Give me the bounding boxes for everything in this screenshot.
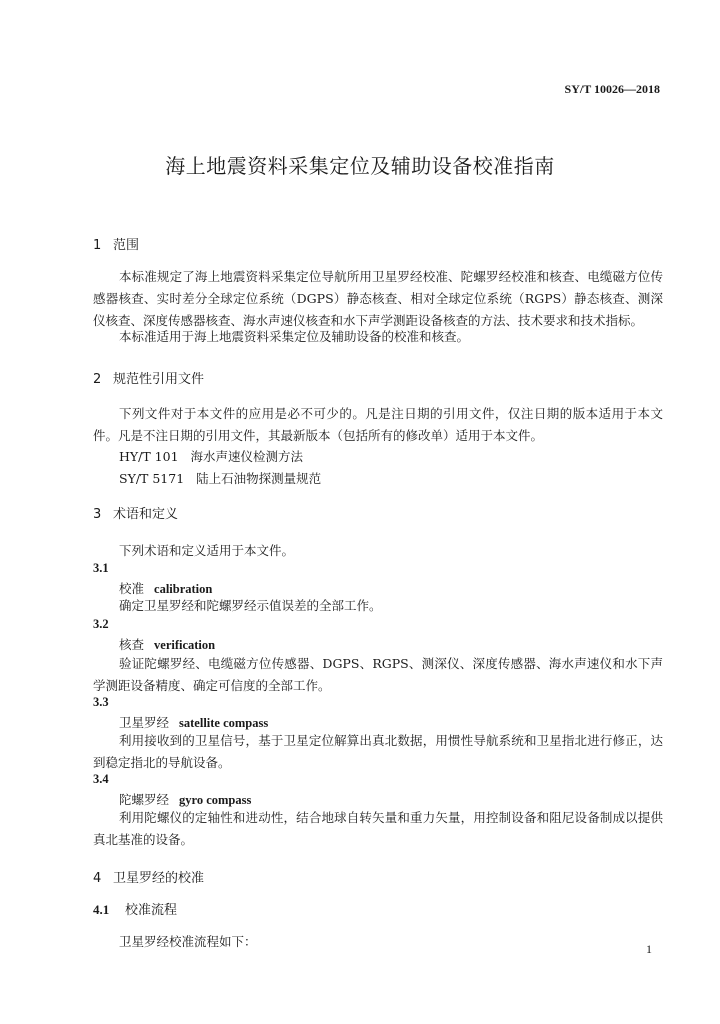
section-1-heading [93, 234, 139, 253]
subsection-title: 校准流程 [125, 903, 178, 918]
term-definition: 验证陀螺罗经、电缆磁方位传感器、DGPS、RGPS、测深仪、深度传感器、海水声速仪和水下声学测距设备精度、确定可信度的全部工作。 [93, 656, 663, 693]
term-definition: 利用接收到的卫星信号，基于卫星定位解算出真北数据，用惯性导航系统和卫星指北进行修正，达到稳定指北的导航设备。 [93, 733, 663, 770]
page-number: 1 [646, 942, 652, 956]
section-number: 1 [93, 238, 102, 253]
term-chinese: 校准 [119, 581, 145, 596]
paragraph: 本标准规定了海上地震资料采集定位导航所用卫星罗经校准、陀螺罗经校准和核查、电缆磁方位传感器核查、实时差分全球定位系统（DGPS）静态核查、相对全球定位系统（RGPS）静态核查、测深仪核查、深度传感器核查、海水声速仪核查和水下声学测距设备核查的方法、技术要求和技术指标。 [93, 269, 663, 328]
term-number: 3.2 [93, 617, 109, 631]
normative-reference [119, 469, 321, 487]
section-number: 3 [93, 507, 102, 522]
paragraph: 本标准适用于海上地震资料采集定位及辅助设备的校准和核查。 [119, 329, 470, 344]
section-number: 2 [93, 372, 102, 387]
term-number: 3.3 [93, 695, 109, 709]
section-2-heading [93, 368, 204, 387]
term-chinese: 核查 [119, 637, 145, 652]
subsection-4-1-heading [93, 899, 177, 918]
term-english: gyro compass [179, 793, 252, 807]
term-number: 3.4 [93, 772, 109, 786]
section-title: 术语和定义 [113, 507, 179, 522]
section-3-heading [93, 503, 178, 522]
reference-title: 陆上石油物探测量规范 [196, 471, 322, 486]
paragraph: 下列术语和定义适用于本文件。 [119, 543, 295, 558]
term-english: satellite compass [179, 716, 269, 730]
section-4-heading [93, 867, 204, 886]
term-heading [119, 635, 215, 653]
reference-title: 海水声速仪检测方法 [190, 449, 303, 464]
section-title: 规范性引用文件 [113, 372, 205, 387]
term-definition: 利用陀螺仪的定轴性和进动性，结合地球自转矢量和重力矢量，用控制设备和阻尼设备制成以提供真北基准的设备。 [93, 810, 663, 847]
term-heading [119, 790, 251, 808]
paragraph: 卫星罗经校准流程如下： [119, 934, 257, 949]
term-number: 3.1 [93, 561, 109, 575]
section-number: 4 [93, 871, 102, 886]
term-english: verification [154, 638, 216, 652]
subsection-number: 4.1 [93, 902, 110, 917]
section-title: 卫星罗经的校准 [113, 871, 205, 886]
term-chinese: 陀螺罗经 [119, 792, 170, 807]
reference-code: HY/T 101 [119, 449, 179, 464]
term-chinese: 卫星罗经 [119, 715, 170, 730]
reference-code: SY/T 5171 [119, 471, 185, 486]
term-heading [119, 713, 268, 731]
term-english: calibration [154, 582, 213, 596]
document-title: 海上地震资料采集定位及辅助设备校准指南 [165, 154, 555, 178]
section-title: 范围 [113, 238, 140, 253]
normative-reference [119, 447, 303, 465]
paragraph: 下列文件对于本文件的应用是必不可少的。凡是注日期的引用文件，仅注日期的版本适用于本文件。凡是不注日期的引用文件，其最新版本（包括所有的修改单）适用于本文件。 [93, 406, 663, 443]
term-definition: 确定卫星罗经和陀螺罗经示值误差的全部工作。 [119, 598, 382, 613]
standard-number: SY/T 10026—2018 [564, 82, 660, 96]
